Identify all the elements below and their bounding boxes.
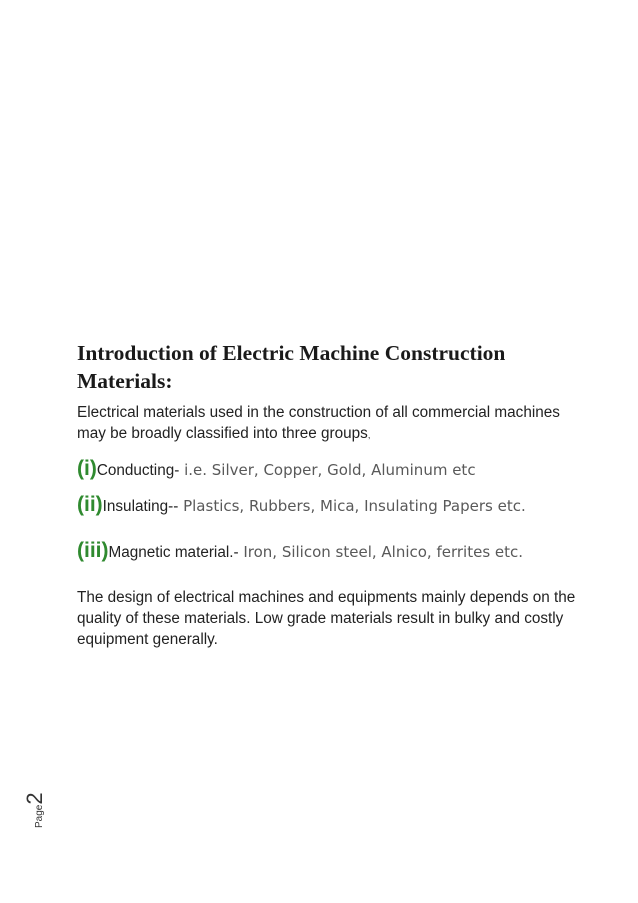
intro-text: Electrical materials used in the construction of all commercial machines may be broadly classified into three groups: [77, 404, 560, 442]
intro-trailing-comma: ,: [367, 430, 371, 440]
item-number: (i): [77, 457, 97, 480]
page-number: 2: [22, 792, 47, 805]
item-examples: Iron, Silicon steel, Alnico, ferrites etc.: [238, 543, 524, 561]
section-title: [77, 339, 577, 395]
item-number: (ii): [77, 493, 103, 516]
item-label: Insulating--: [102, 498, 179, 515]
material-item-insulating: [77, 492, 577, 519]
material-item-conducting: [77, 456, 577, 484]
title-line-2: Materials:: [77, 369, 173, 393]
main-content: [77, 339, 577, 650]
material-item-magnetic: [77, 538, 577, 565]
item-label: Magnetic material.-: [108, 544, 239, 561]
page-word: Page: [34, 804, 45, 828]
closing-paragraph: The design of electrical machines and equipments mainly depends on the quality of these materials. Low grade materials result in bulky and costly equipment generally.: [77, 589, 576, 648]
item-number: (iii): [77, 539, 109, 562]
title-line-1: Introduction of Electric Machine Construction: [77, 341, 506, 365]
item-examples: Plastics, Rubbers, Mica, Insulating Papers etc.: [178, 497, 526, 515]
intro-paragraph: [77, 402, 577, 446]
item-examples: i.e. Silver, Copper, Gold, Aluminum etc: [179, 461, 476, 479]
item-label: Conducting-: [96, 462, 180, 479]
page-number-marker: [22, 778, 52, 828]
